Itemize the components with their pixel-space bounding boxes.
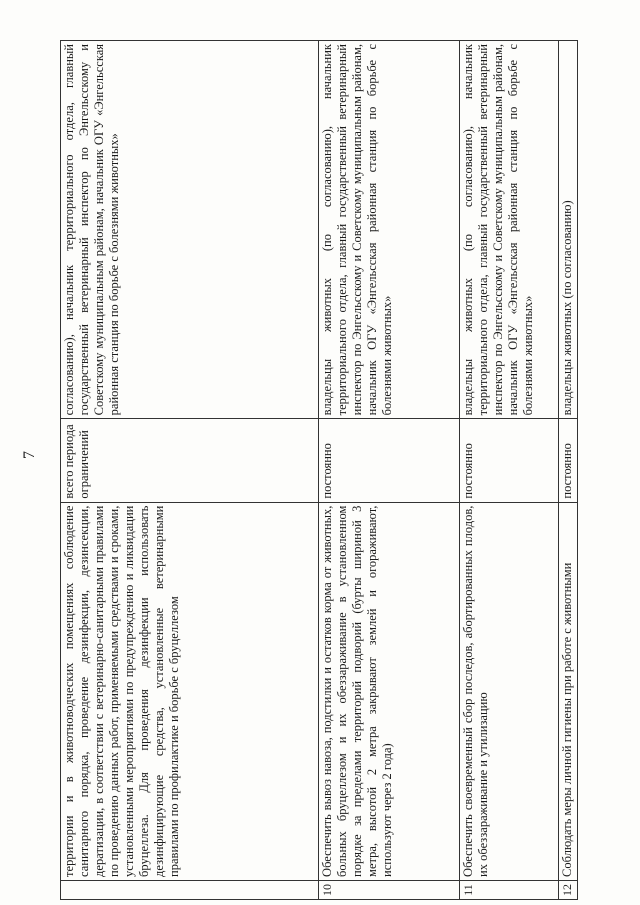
responsible-cell: владельцы животных (по согласованию), начальник территориального отдела, главный государственный ветеринарный инспектор по Энгельсскому и Советскому муниципальным районам, начальник ОГУ «Энгельсская районная станция по борьбе с болезнями животных» bbox=[460, 41, 559, 419]
measure-cell: Обеспечить вывоз навоза, подстилки и остатков корма от животных, больных бруцеллезом и их обеззараживание в установленном порядке за пределами территорий подворий (бурты шириной 3 метра, высотой 2 метра закрывают землей и огораживают, используют через 2 года) bbox=[319, 502, 460, 880]
measure-cell: Обеспечить своевременный сбор последов, абортированных плодов, их обеззараживание и утилизацию bbox=[460, 502, 559, 880]
rotated-table-wrapper bbox=[60, 40, 580, 900]
measure-cell: Соблюдать меры личной гигиены при работе с животными bbox=[559, 502, 578, 880]
table-row bbox=[559, 41, 578, 900]
table-row bbox=[460, 41, 559, 900]
term-cell: всего периода ограничений bbox=[61, 419, 319, 502]
measure-cell: территории и в животноводческих помещениях соблюдение санитарного порядка, проведение дезинфекции, дезинсекции, дератизации, в соответствии с ветеринарно-санитарными правилами по проведению данных работ, применяемыми средствами и сроками, установленными мероприятиями по предупреждению и ликвидации бруцеллеза. Для проведения дезинфекции использовать дезинфицирующие средства, установленные ветеринарными правилами по профилактике и борьбе с бруцеллезом bbox=[61, 502, 319, 880]
term-cell: постоянно bbox=[559, 419, 578, 502]
table-row bbox=[61, 41, 319, 900]
term-cell: постоянно bbox=[460, 419, 559, 502]
row-number: 12 bbox=[559, 880, 578, 899]
responsible-cell: владельцы животных (по согласованию), начальник территориального отдела, главный государственный ветеринарный инспектор по Энгельсскому и Советскому муниципальным районам, начальник ОГУ «Энгельсская районная станция по борьбе с болезнями животных» bbox=[319, 41, 460, 419]
table-row bbox=[319, 41, 460, 900]
responsible-cell: владельцы животных (по согласованию) bbox=[559, 41, 578, 419]
row-number: 10 bbox=[319, 880, 460, 899]
row-number bbox=[61, 880, 319, 899]
responsible-cell: согласованию), начальник территориального отдела, главный государственный ветеринарный инспектор по Энгельсскому и Советскому муниципальным районам, начальник ОГУ «Энгельсская районная станция по борьбе с болезнями животных» bbox=[61, 41, 319, 419]
page-number: 7 bbox=[21, 451, 38, 459]
row-number: 11 bbox=[460, 880, 559, 899]
measures-table bbox=[60, 40, 578, 900]
term-cell: постоянно bbox=[319, 419, 460, 502]
